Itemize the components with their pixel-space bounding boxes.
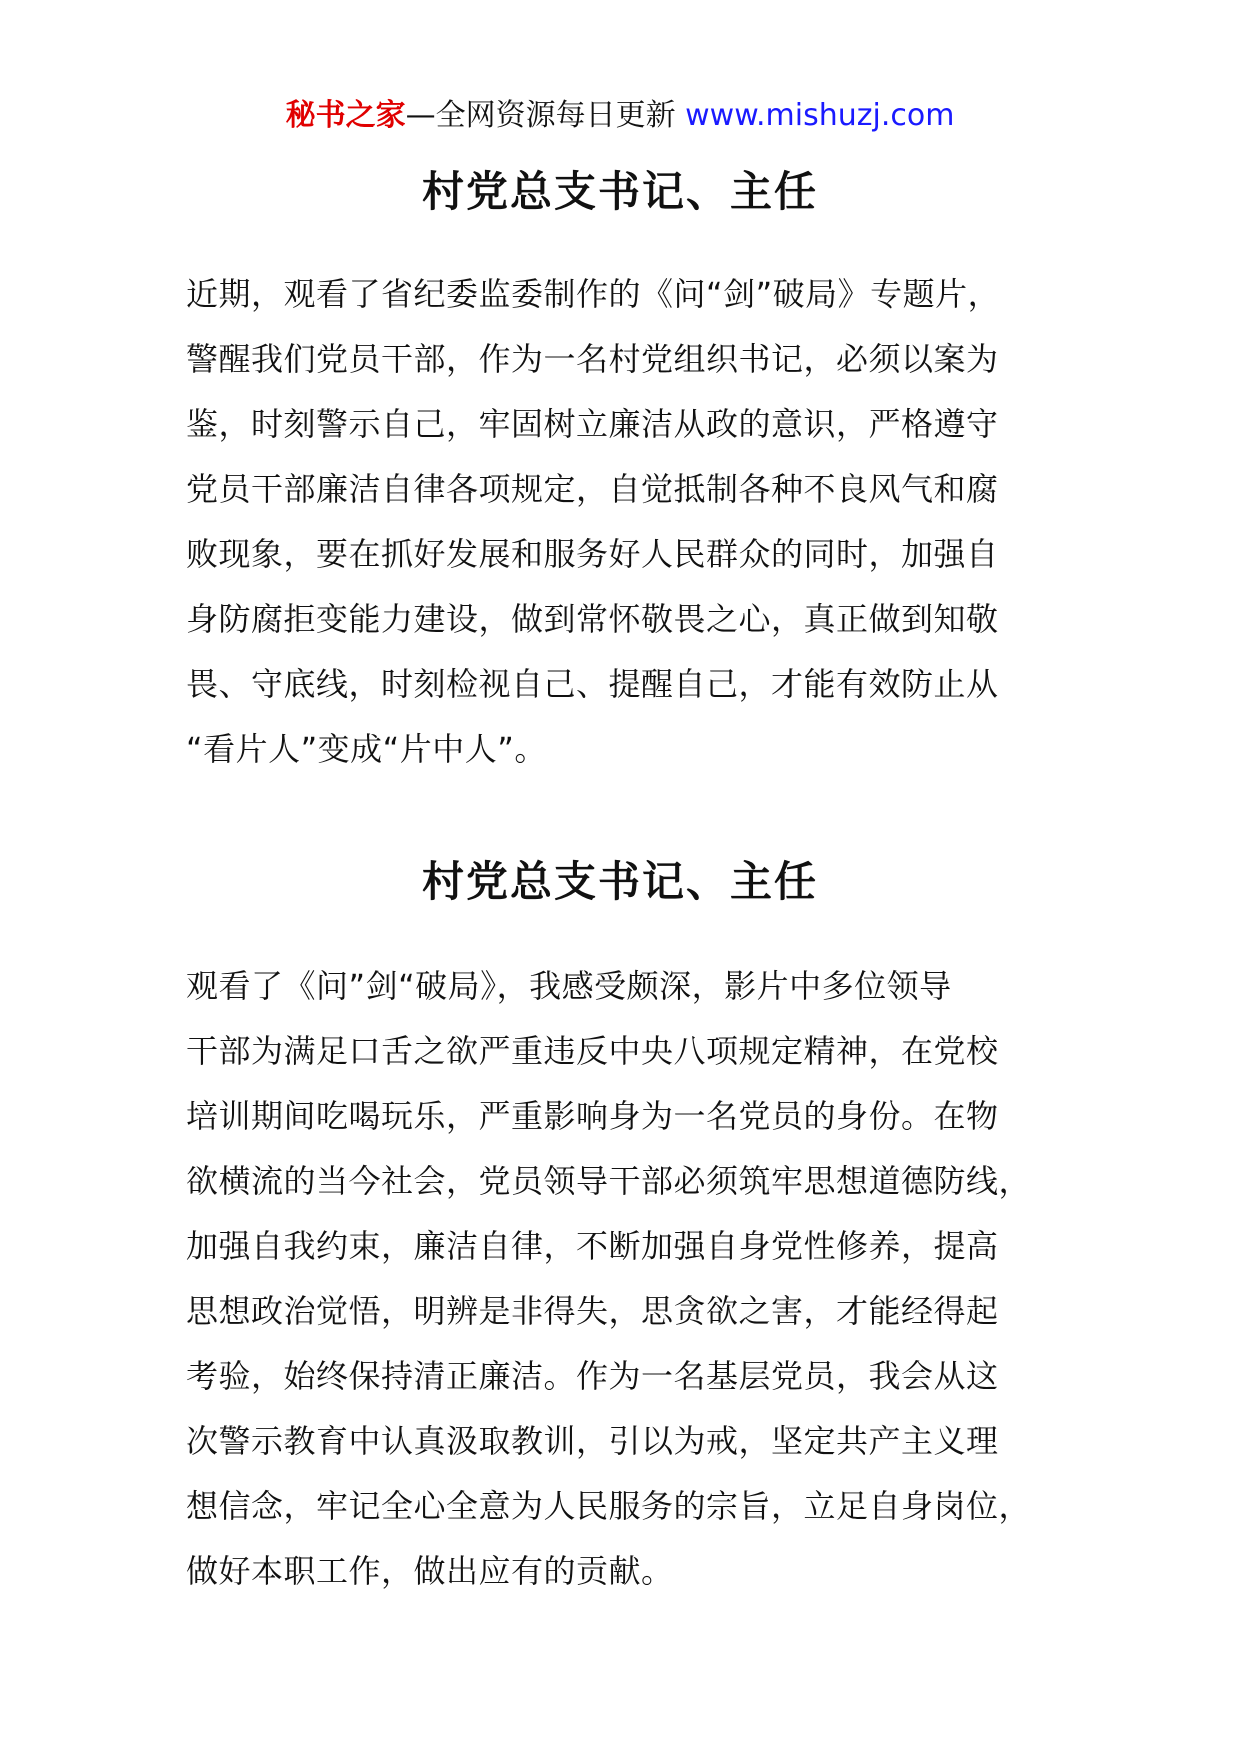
section-title: 村党总支书记、主任 bbox=[421, 857, 818, 906]
section-paragraph bbox=[186, 954, 1066, 1604]
paragraph-line: 培训期间吃喝玩乐，严重影响身为一名党员的身份。在物 bbox=[186, 1097, 999, 1135]
site-brand: 秘书之家 bbox=[285, 98, 406, 133]
paragraph-line: 警醒我们党员干部，作为一名村党组织书记，必须以案为 bbox=[186, 340, 999, 378]
site-header bbox=[0, 96, 1240, 136]
paragraph-line: 畏、守底线，时刻检视自己、提醒自己，才能有效防止从 bbox=[186, 665, 999, 703]
paragraph-line: 败现象，要在抓好发展和服务好人民群众的同时，加强自 bbox=[186, 535, 999, 573]
paragraph-line: 鉴，时刻警示自己，牢固树立廉洁从政的意识，严格遵守 bbox=[186, 405, 999, 443]
site-slogan: —全网资源每日更新 bbox=[405, 98, 676, 133]
section-paragraph bbox=[186, 262, 1066, 782]
paragraph-line: 欲横流的当今社会，党员领导干部必须筑牢思想道德防线， bbox=[186, 1162, 1032, 1200]
paragraph-line: 身防腐拒变能力建设，做到常怀敬畏之心，真正做到知敬 bbox=[186, 600, 999, 638]
paragraph-line: 想信念，牢记全心全意为人民服务的宗旨，立足自身岗位， bbox=[186, 1487, 1032, 1525]
paragraph-line: 党员干部廉洁自律各项规定，自觉抵制各种不良风气和腐 bbox=[186, 470, 999, 508]
paragraph-line: 思想政治觉悟，明辨是非得失，思贪欲之害，才能经得起 bbox=[186, 1292, 999, 1330]
section-title: 村党总支书记、主任 bbox=[421, 167, 818, 216]
paragraph-line: “看片人”变成“片中人”。 bbox=[186, 730, 547, 768]
paragraph-line: 次警示教育中认真汲取教训，引以为戒，坚定共产主义理 bbox=[186, 1422, 999, 1460]
paragraph-line: 近期，观看了省纪委监委制作的《问“剑”破局》专题片， bbox=[186, 275, 1001, 313]
site-url-link[interactable]: www.mishuzj.com bbox=[685, 98, 955, 133]
paragraph-line: 加强自我约束，廉洁自律，不断加强自身党性修养，提高 bbox=[186, 1227, 999, 1265]
paragraph-line: 做好本职工作，做出应有的贡献。 bbox=[186, 1552, 674, 1590]
paragraph-line: 干部为满足口舌之欲严重违反中央八项规定精神，在党校 bbox=[186, 1032, 999, 1070]
paragraph-line: 观看了《问”剑“破局》，我感受颇深，影片中多位领导 bbox=[186, 967, 952, 1005]
paragraph-line: 考验，始终保持清正廉洁。作为一名基层党员，我会从这 bbox=[186, 1357, 999, 1395]
